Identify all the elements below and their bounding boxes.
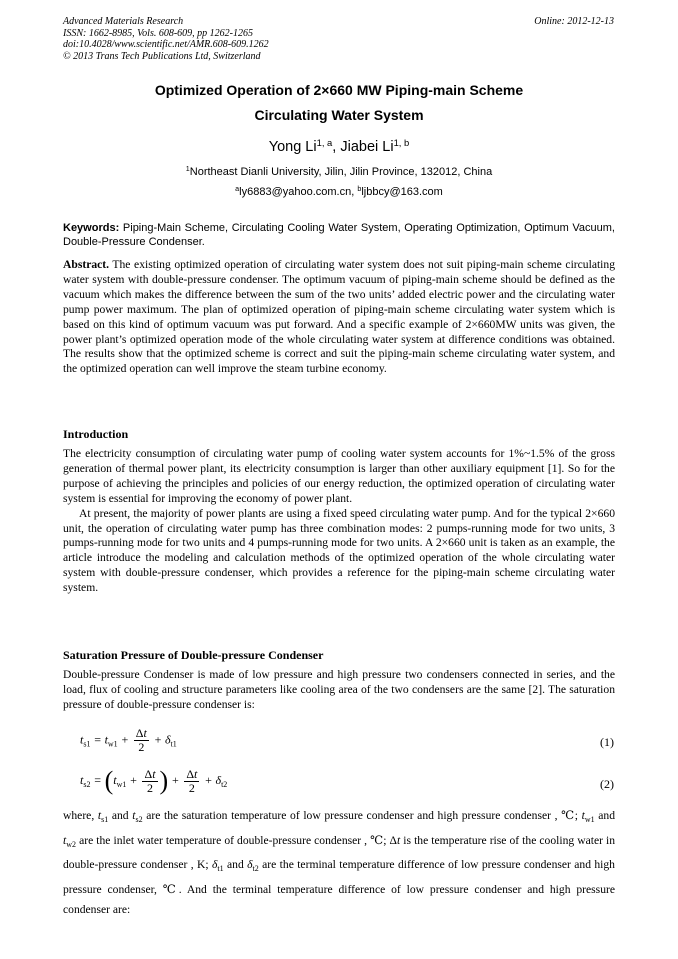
equation-2-number: (2) (600, 777, 614, 791)
author-2: Jiabei Li (340, 139, 394, 155)
author-1: Yong Li (268, 139, 317, 155)
fraction-delta-t-over-2: $\frac{\Delta t}{2}$ (186, 766, 198, 795)
email-a-sup: a (235, 185, 240, 194)
heading-introduction: Introduction (63, 427, 129, 441)
where-and-2: and (598, 809, 616, 822)
email-b-sup: b (357, 185, 362, 194)
heading-saturation-pressure: Saturation Pressure of Double-pressure Condenser (63, 648, 324, 662)
author-separator: , (332, 139, 341, 155)
where-and-1: and (111, 809, 129, 822)
affiliation-sup: 1 (185, 165, 190, 174)
equation-2: $t_{s2} = (t_{w1}$ + $\frac{\Delta t}{2}$ ) + $\frac{\Delta t}{2}$ + $\delta_{t2}$ (80, 766, 228, 795)
issn-line: ISSN: 1662-8985, Vols. 608-609, pp 1262-1265 (63, 27, 253, 39)
introduction-body (63, 447, 615, 596)
paper-title-line-1: Optimized Operation of 2×660 MW Piping-main Scheme (154, 82, 524, 98)
author-2-sup: 1, b (393, 136, 410, 148)
affiliation (63, 166, 615, 178)
copyright-line: © 2013 Trans Tech Publications Ltd, Switzerland (63, 50, 261, 62)
author-list (63, 136, 615, 155)
email-a[interactable]: ly6883@yahoo.com.cn, (239, 186, 358, 198)
equation-1: $t_{s1} = t_{w1}$ + $\frac{\Delta t}{2}$ + $\delta_{t1}$ (80, 726, 177, 754)
abstract-text: The existing optimized operation of circulating water system does not suit piping-main scheme circulating water system with double-pressure condenser. The optimum vacuum of piping-main scheme should be defined as the vacuum which makes the difference between the sum of the two units’ added electric power and the circulating water pump power maximum. The plan of optimized operation of piping-main scheme circulating water system which is based on this kind of optimum vacuum was put forward. And a specific example of 2×660MW units was given, the power plant’s optimized operation mode of the whole circulating water system at difference conditions was obtained. The results show that the optimized scheme is correct and suit the piping-main scheme circulating water system, and the optimized operation can well improve the steam turbine economy. (63, 258, 615, 376)
doi-line: doi:10.4028/www.scientific.net/AMR.608-609.1262 (63, 39, 269, 50)
where-paragraph: where, $t_{s1}$ and $t_{s2}$ are the saturation temperature of low pressure condenser and high pressure condenser , ℃; $t_{w1}$ and $t_{w2}$ are the inlet water temperature of double-pressure condenser , ℃; Δt is the temperature rise of the cooling water in double-pressure condenser , K; $\delta_{t1}$ and $\delta_{t2}$ are the terminal temperature difference of low pressure condenser and high pressure condenser, ℃. And the terminal temperature difference of low pressure condenser and high pressure condenser are: (63, 809, 616, 916)
online-date: Online: 2012-12-13 (534, 16, 614, 27)
fraction-delta-t-over-2: $\frac{\Delta t}{2}$ (135, 726, 147, 754)
emails (63, 186, 615, 198)
where-text-5: are the terminal temperature difference of low pressure condenser and high pressure condenser, ℃. And the terminal temperature difference of low pressure condenser and high pressure condenser are: (63, 858, 615, 916)
keywords-text: Piping-Main Scheme, Circulating Cooling Water System, Operating Optimization, Optimum Vacuum, Double-Pressure Condenser. (63, 222, 615, 248)
keywords-label: Keywords: (63, 222, 120, 234)
abstract (63, 258, 615, 377)
keywords (63, 222, 615, 249)
where-text-4: is the temperature rise of the cooling water in double-pressure condenser , K; (63, 833, 616, 871)
intro-paragraph-1: The electricity consumption of circulating water pump of cooling water system accounts for 1%~1.5% of the gross generation of thermal power plant, its electricity consumption is larger than other auxiliary equipment [1]. So for the purpose of achieving the principles and policies of our energy reduction, the optimized operation of circulating water system is essential for improving the economy of power plant. (63, 447, 615, 505)
where-and-3: and (227, 858, 244, 871)
journal-name: Advanced Materials Research (63, 16, 184, 27)
abstract-label: Abstract. (63, 258, 110, 271)
journal-header (63, 16, 269, 62)
where-text-3: are the inlet water temperature of double-pressure condenser , ℃; (79, 833, 387, 847)
saturation-paragraph: Double-pressure Condenser is made of low pressure and high pressure two condensers connected in series, and the load, flux of cooling and structure parameters like cooling area of the two condensers are the same [2]. The saturation pressure of double-pressure condenser is: (63, 668, 615, 711)
equation-1-number: (1) (600, 735, 614, 749)
where-text-2: are the saturation temperature of low pressure condenser and high pressure condenser , ℃; (146, 809, 579, 822)
paper-title-line-2: Circulating Water System (254, 107, 424, 123)
where-text-1: where, (63, 809, 95, 822)
intro-paragraph-2: At present, the majority of power plants are using a fixed speed circulating water pump. And for the typical 2×660 unit, the operation of circulating water pump has three combination modes: 2 pumps-running mode for two units, 3 pumps-running mode for two units and 4 pumps-running mode for two units. A 2×660 unit is taken as an example, the article introduce the modeling and calculation methods of the optimized operation of the whole circulating water system with double-pressure condenser, which provides a reference for the piping-main scheme circulating water system. (63, 506, 615, 595)
email-b[interactable]: ljbbcy@163.com (361, 186, 443, 198)
author-1-sup: 1, a (316, 136, 333, 148)
affiliation-text: Northeast Dianli University, Jilin, Jilin Province, 132012, China (189, 166, 493, 178)
fraction-delta-t-over-2: $\frac{\Delta t}{2}$ (144, 766, 156, 795)
